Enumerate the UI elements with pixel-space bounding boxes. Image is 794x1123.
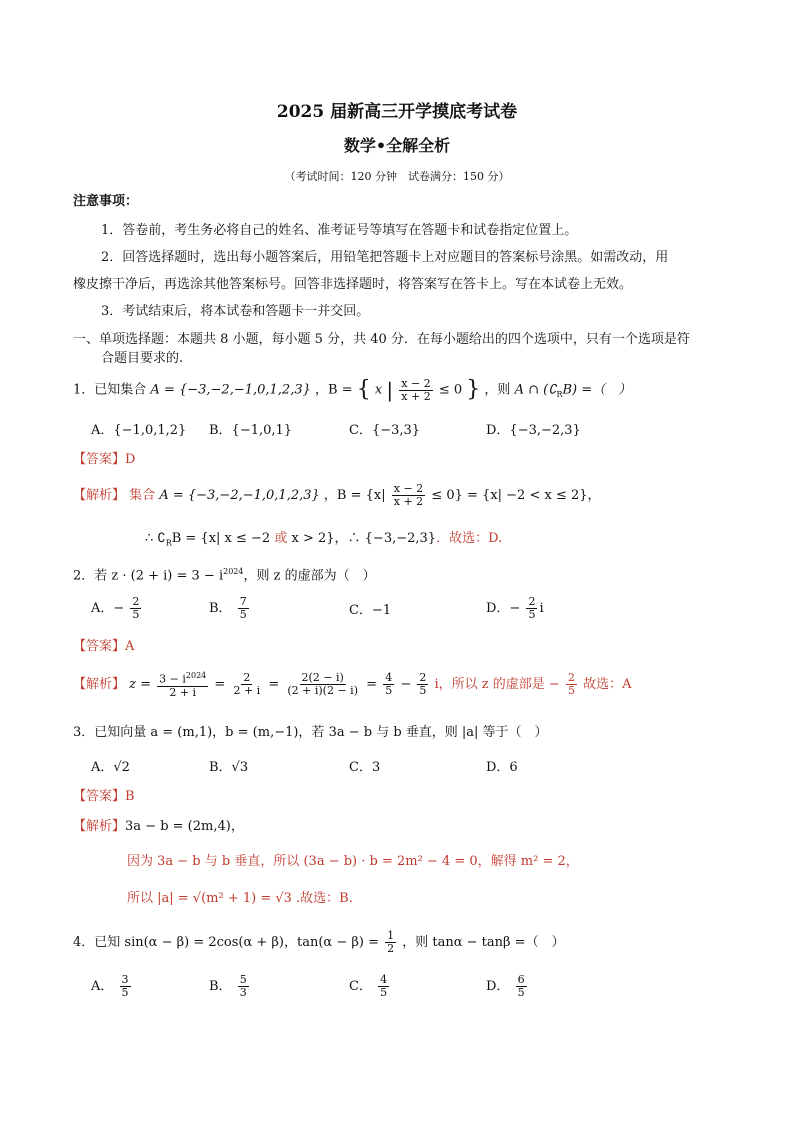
- q3-solution-line-2: 因为 3a − b 与 b 垂直，所以 (3a − b) · b = 2m² − 4 = 0，解得 m² = 2，: [127, 854, 579, 869]
- notice-item-1: 1．答卷前，考生务必将自己的姓名、准考证号等填写在答题卡和试卷指定位置上。: [101, 223, 578, 238]
- notice-item-3: 3．考试结束后，将本试卷和答题卡一并交回。: [101, 304, 370, 319]
- q3-option-d: D．6: [486, 760, 518, 775]
- exam-title: 2025 届新高三开学摸底考试卷: [276, 102, 518, 122]
- notice-heading: 注意事项：: [73, 194, 139, 209]
- q1-option-c: C．{−3,3}: [349, 423, 421, 438]
- q3-option-c: C．3: [349, 760, 381, 775]
- q1-stem: 1．已知集合 A = {−3,−2,−1,0,1,2,3} ，B = { x | $\frac{x - 2}{x + 2}$ ≤ 0 } ，则 A ∩ $(∁_RB)$ =（ ）: [73, 376, 632, 403]
- q2-answer: 【答案】A: [73, 639, 135, 654]
- notice-item-2: 2．回答选择题时，选出每小题答案后，用铅笔把答题卡上对应题目的答案标号涂黑。如需改动，用: [101, 250, 669, 265]
- q3-answer: 【答案】B: [73, 789, 135, 804]
- q2-solution: 【解析】 z = $\frac{3 - i^{2024}}{2 + i}$ = $\frac{2}{2 + i}$ = $\frac{2(2 - i)}{(2 + i)(2 - i)}$ = $\frac{4}{5}$ − $\frac{2}{5}$ i，所以 z 的虚部是 − $\frac{2}{5}$ 故选：A: [73, 671, 632, 699]
- q1-option-d: D．{−3,−2,3}: [486, 423, 581, 438]
- q2-option-b: B． $\frac{7}{5}$: [209, 595, 247, 621]
- q3-stem: 3．已知向量 a = (m,1)，b = (m,−1)，若 3a − b 与 b 垂直，则 |a| 等于（ ）: [73, 725, 548, 740]
- q2-option-d: D．− $\frac{2}{5}$ i: [486, 595, 544, 621]
- q3-solution-line-3: 所以 |a| = √(m² + 1) = √3 .故选：B.: [127, 891, 353, 906]
- q3-option-b: B．√3: [209, 760, 249, 775]
- q4-option-c: C． $\frac{4}{5}$: [349, 973, 388, 999]
- q3-option-a: A．√2: [91, 760, 130, 775]
- q1-option-b: B．{−1,0,1}: [209, 423, 293, 438]
- q1-solution-line-2: ∴ $∁_RB = \{x|$ x ≤ −2 或 x > 2}，∴ {−3,−2,3}．故选：D.: [145, 531, 503, 548]
- exam-meta: （考试时间：120 分钟 试卷满分：150 分）: [284, 170, 510, 183]
- q4-option-d: D． $\frac{6}{5}$: [486, 973, 525, 999]
- q4-option-a: A． $\frac{3}{5}$: [91, 973, 129, 999]
- exam-subtitle: 数学•全解全析: [343, 136, 451, 155]
- section-heading: 一、单项选择题：本题共 8 小题，每小题 5 分，共 40 分．在每小题给出的四个选项中，只有一个选项是符: [73, 332, 690, 347]
- q1-solution-line-1: 【解析】 集合 A = {−3,−2,−1,0,1,2,3} ，B = {x| $\frac{x - 2}{x + 2}$ ≤ 0} = {x| −2 < x ≤ 2}，: [73, 482, 601, 508]
- q2-stem: 2．若 $z \cdot (2 + i) = 3 - i^{2024}$，则 z 的虚部为（ ）: [73, 567, 376, 584]
- q2-option-c: C．−1: [349, 603, 392, 618]
- q1-fraction: $\frac{x - 2}{x + 2}$: [401, 376, 431, 403]
- q2-option-a: A．− $\frac{2}{5}$: [91, 595, 140, 621]
- notice-item-2-cont: 橡皮擦干净后，再选涂其他答案标号。回答非选择题时，将答案写在答卡上。写在本试卷上无效。: [73, 277, 633, 292]
- q1-answer: 【答案】D: [73, 452, 136, 467]
- q3-solution-line-1: 【解析】3a − b = (2m,4)，: [73, 819, 244, 834]
- q4-option-b: B． $\frac{5}{3}$: [209, 973, 247, 999]
- q1-option-a: A．{−1,0,1,2}: [91, 423, 187, 438]
- q4-stem: 4．已知 sin(α − β) = 2cos(α + β)，tan(α − β) = $\frac{1}{2}$ ，则 tanα − tanβ =（ ）: [73, 929, 565, 955]
- section-heading-cont: 合题目要求的.: [101, 351, 184, 366]
